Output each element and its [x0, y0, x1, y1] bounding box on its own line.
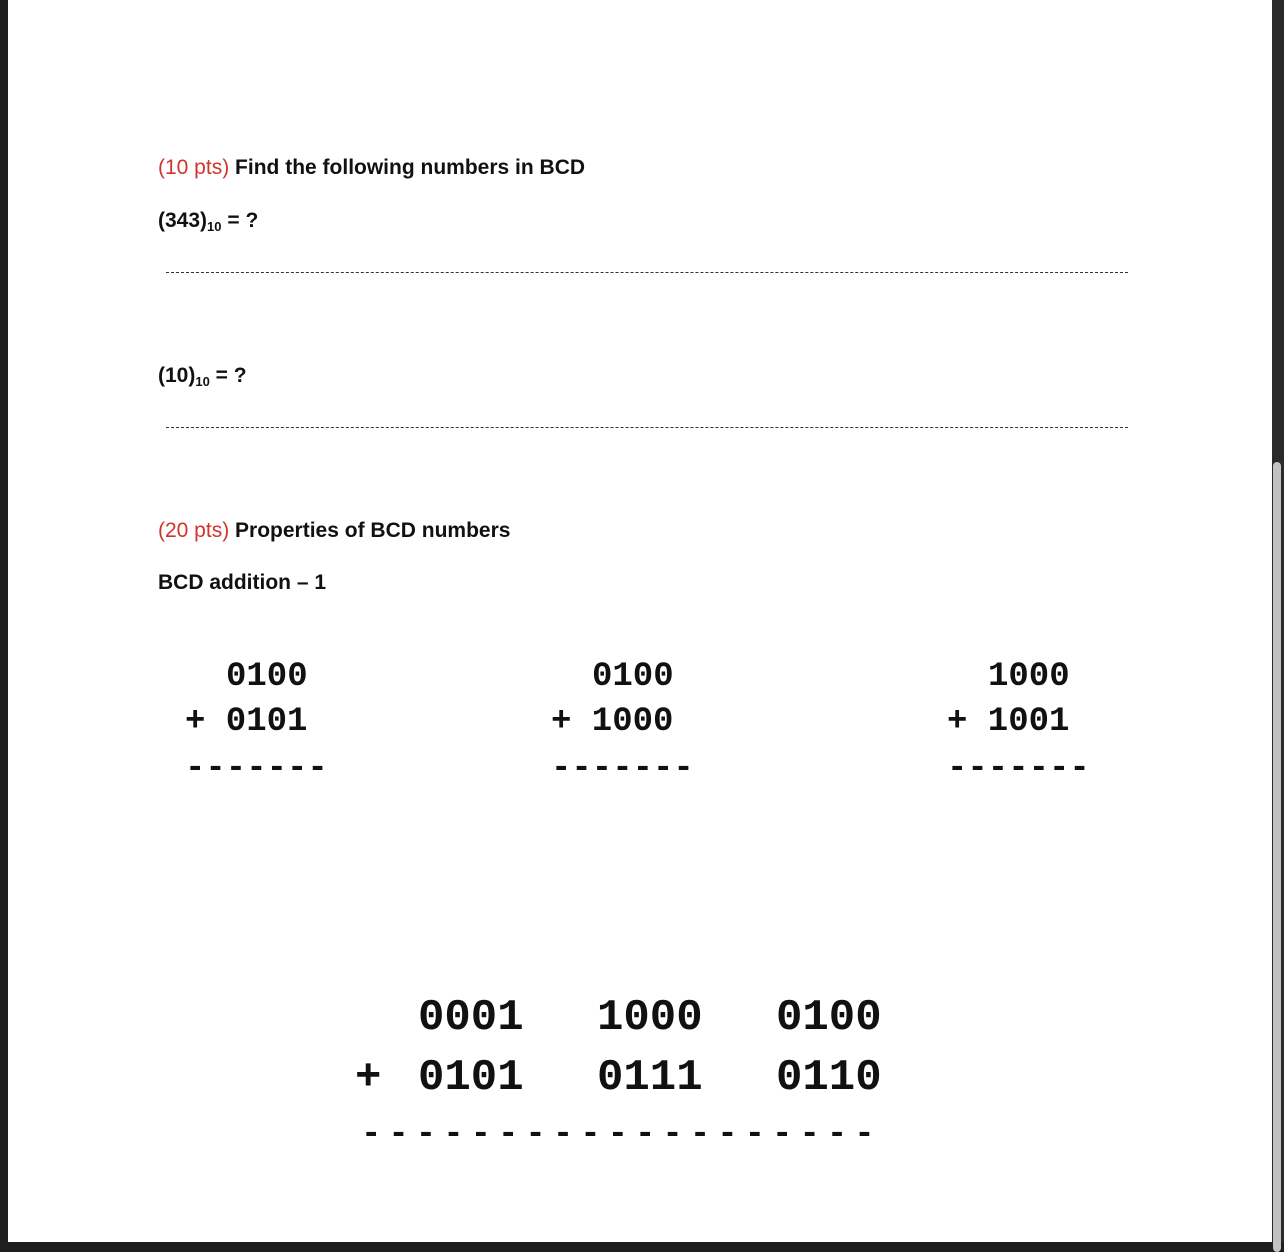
big-problem-top-1: 0001 — [418, 993, 524, 1043]
scrollbar-thumb[interactable] — [1273, 462, 1281, 1252]
q1-item-1-base: 10 — [207, 219, 222, 234]
q1-item-2-base: 10 — [195, 374, 210, 389]
q1-heading — [158, 156, 585, 180]
problem-3-top: 1000 — [988, 658, 1070, 696]
q1-item-1-equals: = ? — [227, 209, 259, 232]
answer-line-2 — [166, 427, 1128, 428]
q2-points: (20 pts) — [158, 519, 230, 542]
document-page — [8, 0, 1276, 1242]
vertical-scrollbar[interactable] — [1272, 0, 1284, 1242]
answer-line-1 — [166, 272, 1128, 273]
q1-item-2-number: (10) — [158, 364, 196, 387]
big-problem-bottom-1: 0101 — [418, 1053, 524, 1103]
problem-2-top: 0100 — [592, 658, 674, 696]
problem-1-bottom: + 0101 — [185, 703, 308, 741]
q2-subtitle: BCD addition – 1 — [158, 571, 327, 594]
q1-title: Find the following numbers in BCD — [235, 156, 586, 179]
problem-3-bottom: + 1001 — [947, 703, 1070, 741]
q2-heading — [158, 519, 510, 543]
big-problem-bottom-3: 0110 — [776, 1053, 882, 1103]
problem-3-rule: ------- — [947, 750, 1090, 788]
problem-1-rule: ------- — [185, 750, 328, 788]
q1-points: (10 pts) — [158, 156, 230, 179]
big-problem-rule: ------------------- — [361, 1116, 882, 1154]
big-problem-top-3: 0100 — [776, 993, 882, 1043]
problem-2-bottom: + 1000 — [551, 703, 674, 741]
q1-item-2 — [158, 364, 247, 388]
q1-item-2-equals: = ? — [215, 364, 247, 387]
problem-2-rule: ------- — [551, 750, 694, 788]
q2-title: Properties of BCD numbers — [235, 519, 511, 542]
problem-1-top: 0100 — [226, 658, 308, 696]
big-problem-bottom-2: 0111 — [597, 1053, 703, 1103]
big-problem-top-2: 1000 — [597, 993, 703, 1043]
q1-item-1 — [158, 209, 258, 233]
big-problem-plus: + — [355, 1053, 382, 1103]
q1-item-1-number: (343) — [158, 209, 208, 232]
